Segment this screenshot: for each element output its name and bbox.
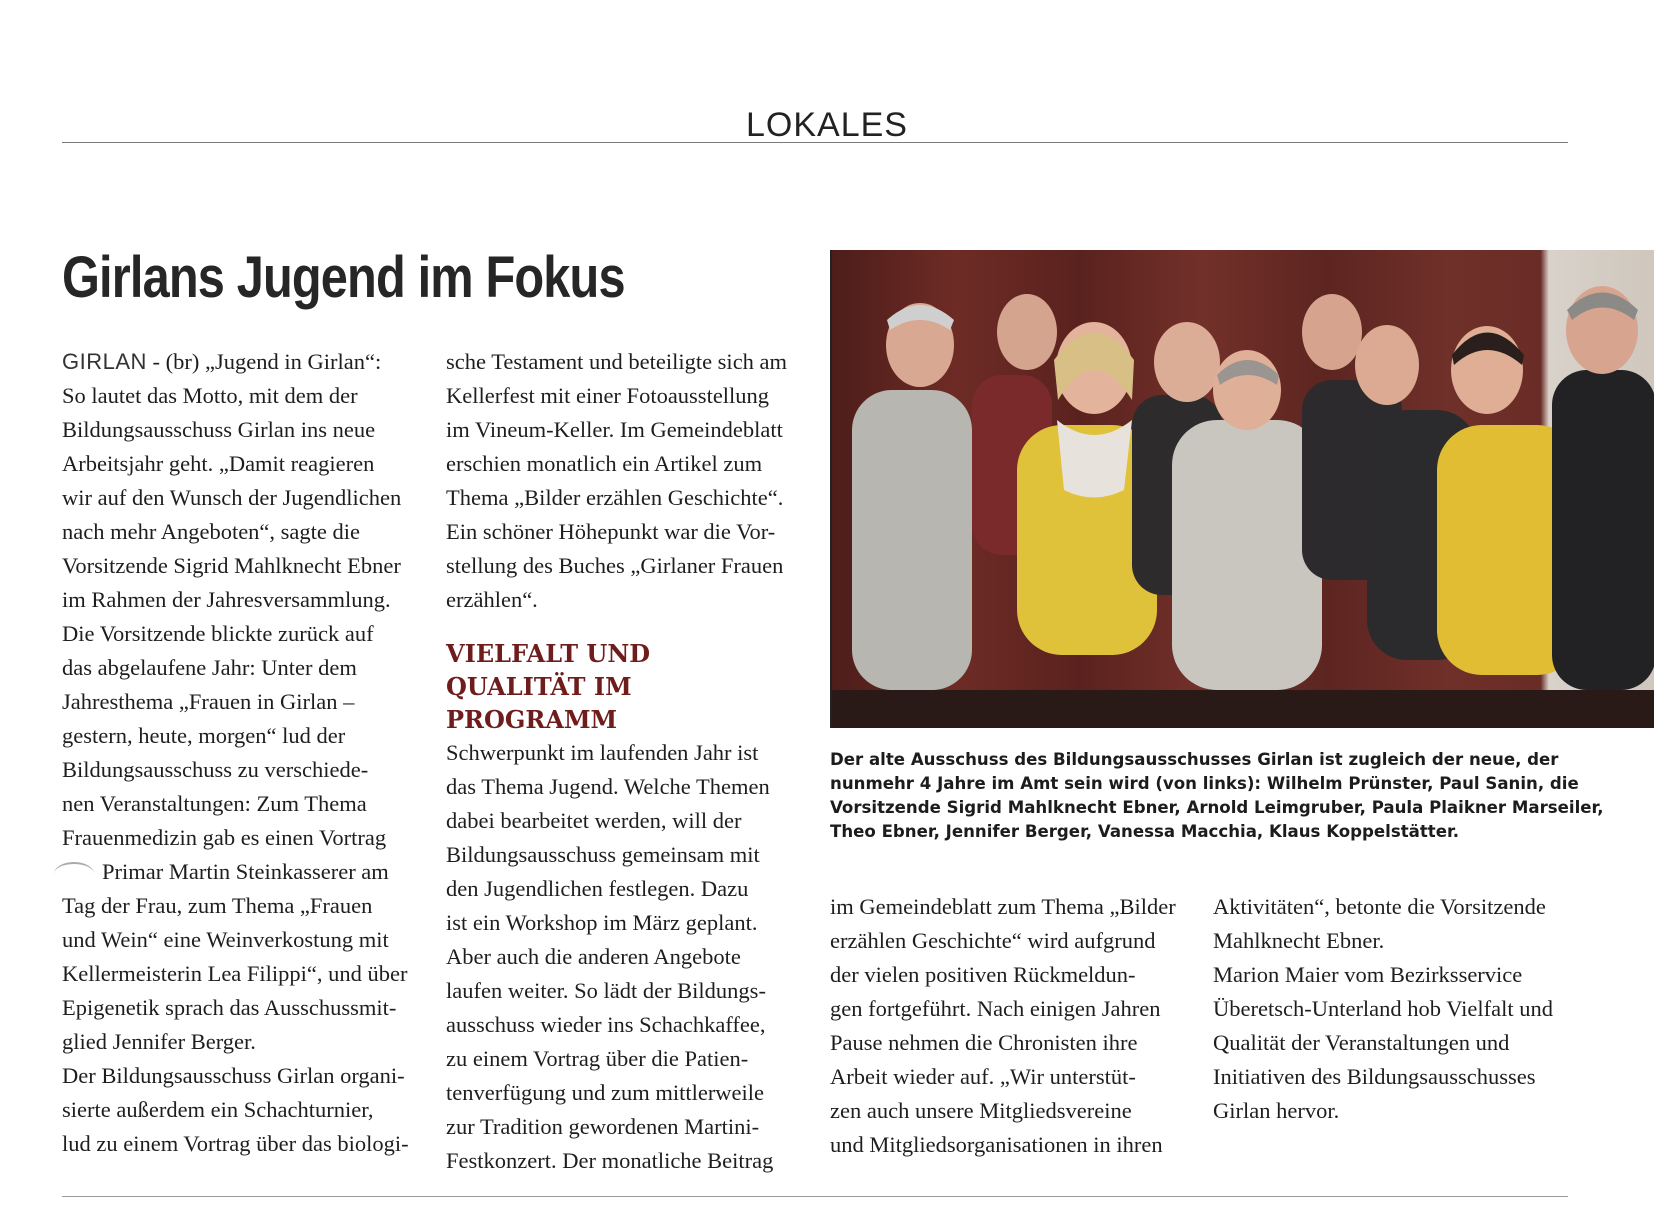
article-line: nen Veranstaltungen: Zum Thema bbox=[62, 791, 367, 816]
caption-line: nunmehr 4 Jahre im Amt sein wird (von links): Wilhelm Prünster, Paul Sanin, die bbox=[830, 774, 1579, 793]
bottom-rule bbox=[62, 1196, 1568, 1197]
article-line: nach mehr Angeboten“, sagte die bbox=[62, 519, 361, 544]
article-line: Mahlknecht Ebner. bbox=[1213, 928, 1385, 953]
caption-line: Theo Ebner, Jennifer Berger, Vanessa Macchia, Klaus Koppelstätter. bbox=[830, 822, 1460, 841]
article-line: sierte außerdem ein Schachturnier, bbox=[62, 1097, 374, 1122]
article-line: Kellerfest mit einer Fotoausstellung bbox=[446, 383, 770, 408]
article-line: stellung des Buches „Girlaner Frauen bbox=[446, 553, 784, 578]
article-line: Initiativen des Bildungsausschusses bbox=[1213, 1064, 1536, 1089]
article-column-4 bbox=[1213, 890, 1573, 1128]
article-line: wir auf den Wunsch der Jugendlichen bbox=[62, 485, 402, 510]
article-line: Bildungsausschuss zu verschiede- bbox=[62, 757, 369, 782]
article-line: zur Tradition gewordenen Martini- bbox=[446, 1114, 760, 1139]
article-line: gen fortgeführt. Nach einigen Jahren bbox=[830, 996, 1161, 1021]
article-line: Festkonzert. Der monatliche Beitrag bbox=[446, 1148, 774, 1173]
article-line: zen auch unsere Mitgliedsvereine bbox=[830, 1098, 1132, 1123]
article-line: im Vineum-Keller. Im Gemeindeblatt bbox=[446, 417, 783, 442]
article-line: ausschuss wieder ins Schachkaffee, bbox=[446, 1012, 766, 1037]
article-line: Ein schöner Höhepunkt war die Vor- bbox=[446, 519, 776, 544]
article-line: das abgelaufene Jahr: Unter dem bbox=[62, 655, 357, 680]
article-line: tenverfügung und zum mittlerweile bbox=[446, 1080, 765, 1105]
article-line: Überetsch-Unterland hob Vielfalt und bbox=[1213, 996, 1554, 1021]
article-column-3 bbox=[830, 890, 1185, 1162]
article-line: Thema „Bilder erzählen Geschichte“. bbox=[446, 485, 784, 510]
article-line: Frauenmedizin gab es einen Vortrag bbox=[62, 825, 387, 850]
article-line: den Jugendlichen festlegen. Dazu bbox=[446, 876, 749, 901]
article-line: der vielen positiven Rückmeldun- bbox=[830, 962, 1136, 987]
article-column-2 bbox=[446, 345, 801, 1178]
article-line: Schwerpunkt im laufenden Jahr ist bbox=[446, 740, 759, 765]
article-line-first bbox=[62, 345, 412, 379]
section-label: LOKALES bbox=[746, 106, 908, 144]
article-line: gestern, heute, morgen“ lud der bbox=[62, 723, 346, 748]
article-line: glied Jennifer Berger. bbox=[62, 1029, 256, 1054]
article-line: zu einem Vortrag über die Patien- bbox=[446, 1046, 749, 1071]
article-line: Arbeit wieder auf. „Wir unterstüt- bbox=[830, 1064, 1136, 1089]
article-line: Marion Maier vom Bezirksservice bbox=[1213, 962, 1523, 987]
subhead-line: QUALITÄT IM PROGRAMM bbox=[446, 672, 632, 734]
article-line: und Mitgliedsorganisationen in ihren bbox=[830, 1132, 1163, 1157]
article-subhead bbox=[446, 637, 801, 736]
group-photo-illustration bbox=[832, 250, 1654, 728]
article-line: Arbeitsjahr geht. „Damit reagieren bbox=[62, 451, 375, 476]
article-line: dabei bearbeitet werden, will der bbox=[446, 808, 742, 833]
article-line: Aber auch die anderen Angebote bbox=[446, 944, 741, 969]
article-column-1 bbox=[62, 345, 412, 1161]
dateline: GIRLAN bbox=[62, 349, 147, 374]
article-line: Pause nehmen die Chronisten ihre bbox=[830, 1030, 1138, 1055]
article-line: Epigenetik sprach das Ausschussmit- bbox=[62, 995, 397, 1020]
article-line: Bildungsausschuss Girlan ins neue bbox=[62, 417, 376, 442]
article-line: So lautet das Motto, mit dem der bbox=[62, 383, 358, 408]
caption-line: Vorsitzende Sigrid Mahlknecht Ebner, Arnold Leimgruber, Paula Plaikner Marseiler, bbox=[830, 798, 1604, 817]
article-line: Tag der Frau, zum Thema „Frauen bbox=[62, 893, 373, 918]
subhead-line: VIELFALT UND bbox=[446, 639, 651, 668]
article-line: und Wein“ eine Weinverkostung mit bbox=[62, 927, 389, 952]
article-line: Primar Martin Steinkasserer am bbox=[102, 859, 389, 884]
article-line: - (br) „Jugend in Girlan“: bbox=[146, 349, 382, 374]
article-line: Aktivitäten“, betonte die Vorsitzende bbox=[1213, 894, 1546, 919]
article-line: erzählen“. bbox=[446, 587, 538, 612]
article-line: Kellermeisterin Lea Filippi“, und über bbox=[62, 961, 408, 986]
article-line: lud zu einem Vortrag über das biologi- bbox=[62, 1131, 409, 1156]
article-line: Der Bildungsausschuss Girlan organi- bbox=[62, 1063, 405, 1088]
article-line: Die Vorsitzende blickte zurück auf bbox=[62, 621, 374, 646]
group-photo bbox=[830, 250, 1654, 728]
top-rule bbox=[62, 142, 1568, 143]
scan-mark bbox=[54, 862, 94, 886]
article-line: ist ein Workshop im März geplant. bbox=[446, 910, 758, 935]
article-line: Girlan hervor. bbox=[1213, 1098, 1340, 1123]
article-line: im Rahmen der Jahresversammlung. bbox=[62, 587, 391, 612]
article-headline: Girlans Jugend im Fokus bbox=[62, 245, 625, 310]
article-line: Bildungsausschuss gemeinsam mit bbox=[446, 842, 760, 867]
article-line: laufen weiter. So lädt der Bildungs- bbox=[446, 978, 766, 1003]
article-line: sche Testament und beteiligte sich am bbox=[446, 349, 788, 374]
caption-line: Der alte Ausschuss des Bildungsausschusses Girlan ist zugleich der neue, der bbox=[830, 750, 1559, 769]
article-line: Jahresthema „Frauen in Girlan – bbox=[62, 689, 355, 714]
article-line: das Thema Jugend. Welche Themen bbox=[446, 774, 770, 799]
article-line: im Gemeindeblatt zum Thema „Bilder bbox=[830, 894, 1176, 919]
photo-caption bbox=[830, 748, 1604, 844]
article-line: erzählen Geschichte“ wird aufgrund bbox=[830, 928, 1156, 953]
article-line: erschien monatlich ein Artikel zum bbox=[446, 451, 763, 476]
article-line: Qualität der Veranstaltungen und bbox=[1213, 1030, 1510, 1055]
article-line: Vorsitzende Sigrid Mahlknecht Ebner bbox=[62, 553, 401, 578]
